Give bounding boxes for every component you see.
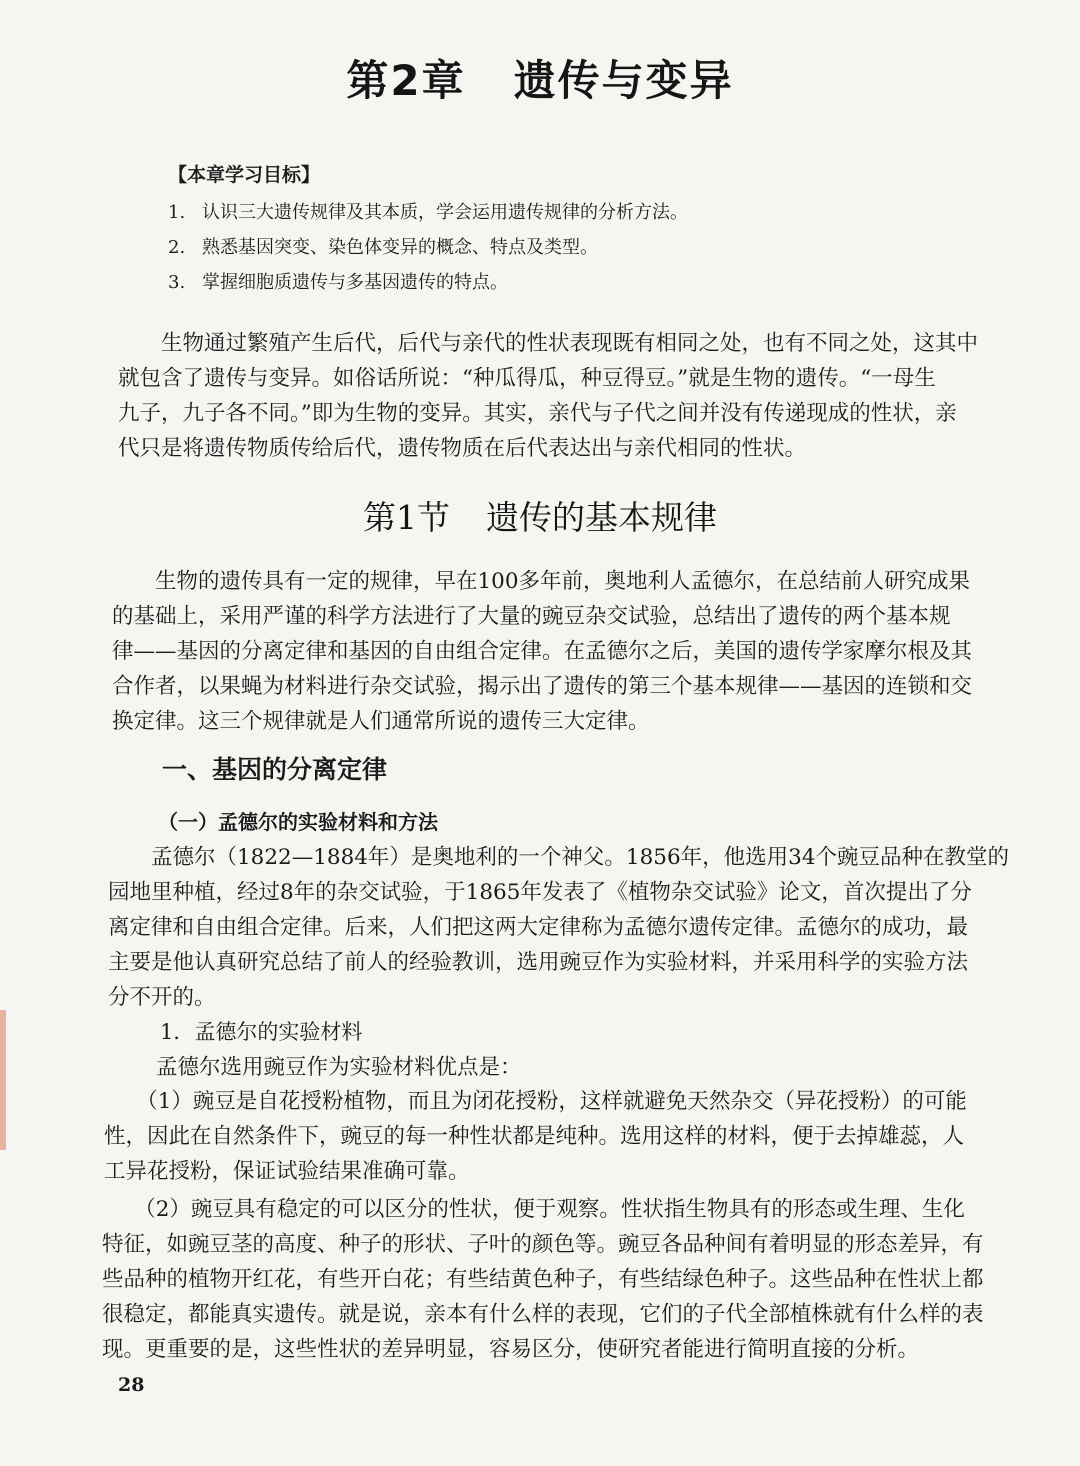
objective-item (168, 265, 1028, 300)
text-line: 特征，如豌豆茎的高度、种子的形状、子叶的颜色等。豌豆各品种间有着明显的形态差异，有 (102, 1232, 984, 1257)
subsubsection-heading: （一）孟德尔的实验材料和方法 (158, 810, 438, 834)
objective-number: 2. (168, 237, 186, 258)
text-line: （1）豌豆是自花授粉植物，而且为闭花授粉，这样就避免天然杂交（异花授粉）的可能 (104, 1089, 967, 1114)
text-line: 些品种的植物开红花，有些开白花；有些结黄色种子，有些结绿色种子。这些品种在性状上都 (102, 1267, 984, 1292)
text-line: 换定律。这三个规律就是人们通常所说的遗传三大定律。 (112, 709, 650, 734)
text-line: 孟德尔（1822—1884年）是奥地利的一个神父。1856年，他选用34个豌豆品种在教堂的 (108, 845, 1010, 870)
objective-text: 熟悉基因突变、染色体变异的概念、特点及类型。 (202, 237, 598, 258)
objectives-heading: 【本章学习目标】 (168, 164, 321, 186)
objective-text: 掌握细胞质遗传与多基因遗传的特点。 (202, 272, 508, 293)
section-title (0, 492, 1080, 539)
text-line: （2）豌豆具有稳定的可以区分的性状，便于观察。性状指生物具有的形态或生理、生化 (102, 1197, 965, 1222)
chapter-number: 第2章 (346, 56, 466, 105)
page-number: 28 (118, 1374, 145, 1396)
body-paragraph (102, 1192, 1060, 1367)
learning-objectives (168, 160, 1028, 300)
text-line: 的基础上，采用严谨的科学方法进行了大量的豌豆杂交试验，总结出了遗传的两个基本规 (112, 604, 951, 629)
text-line: 生物的遗传具有一定的规律，早在100多年前，奥地利人孟德尔，在总结前人研究成果 (112, 569, 971, 594)
text-line: 工异花授粉，保证试验结果准确可靠。 (104, 1159, 470, 1184)
text-line: 很稳定，都能真实遗传。就是说，亲本有什么样的表现，它们的子代全部植株就有什么样的表 (102, 1302, 984, 1327)
section-number: 第1节 (363, 498, 450, 537)
text-line: 主要是他认真研究总结了前人的经验教训，选用豌豆作为实验材料，并采用科学的实验方法 (108, 950, 969, 975)
section-name: 遗传的基本规律 (486, 498, 717, 537)
text-line: 合作者，以果蝇为材料进行杂交试验，揭示出了遗传的第三个基本规律——基因的连锁和交 (112, 674, 973, 699)
page-edge-mark (0, 1010, 6, 1150)
text-line: 律——基因的分离定律和基因的自由组合定律。在孟德尔之后，美国的遗传学家摩尔根及其 (112, 639, 973, 664)
chapter-title (0, 48, 1080, 108)
objective-item (168, 195, 1028, 230)
text-line: 就包含了遗传与变异。如俗话所说：“种瓜得瓜，种豆得豆。”就是生物的遗传。“一母生 (118, 366, 936, 391)
text-line: 园地里种植，经过8年的杂交试验，于1865年发表了《植物杂交试验》论文，首次提出了分 (108, 880, 972, 905)
body-paragraph (112, 564, 1042, 739)
objective-number: 3. (168, 272, 186, 293)
text-line: 生物通过繁殖产生后代，后代与亲代的性状表现既有相同之处，也有不同之处，这其中 (118, 331, 979, 356)
chapter-name: 遗传与变异 (513, 56, 734, 105)
body-paragraph (108, 840, 1048, 1015)
text-line: 孟德尔选用豌豆作为实验材料优点是： (156, 1055, 522, 1080)
text-line: 性，因此在自然条件下，豌豆的每一种性状都是纯种。选用这样的材料，便于去掉雄蕊，人 (104, 1124, 965, 1149)
objective-text: 认识三大遗传规律及其本质，学会运用遗传规律的分析方法。 (202, 202, 688, 223)
text-line: 现。更重要的是，这些性状的差异明显，容易区分，使研究者能进行简明直接的分析。 (102, 1337, 920, 1362)
body-paragraph (104, 1084, 1054, 1189)
item-heading: 1．孟德尔的实验材料 (160, 1020, 363, 1044)
intro-paragraph (118, 326, 1038, 466)
text-line: 九子，九子各不同。”即为生物的变异。其实，亲代与子代之间并没有传递现成的性状，亲 (118, 401, 957, 426)
text-line: 分不开的。 (108, 985, 216, 1010)
text-line: 离定律和自由组合定律。后来，人们把这两大定律称为孟德尔遗传定律。孟德尔的成功，最 (108, 915, 969, 940)
text-line: 代只是将遗传物质传给后代，遗传物质在后代表达出与亲代相同的性状。 (118, 436, 807, 461)
subsection-heading: 一、基因的分离定律 (162, 755, 388, 784)
body-paragraph (156, 1050, 1036, 1085)
objective-item (168, 230, 1028, 265)
objective-number: 1. (168, 202, 186, 223)
